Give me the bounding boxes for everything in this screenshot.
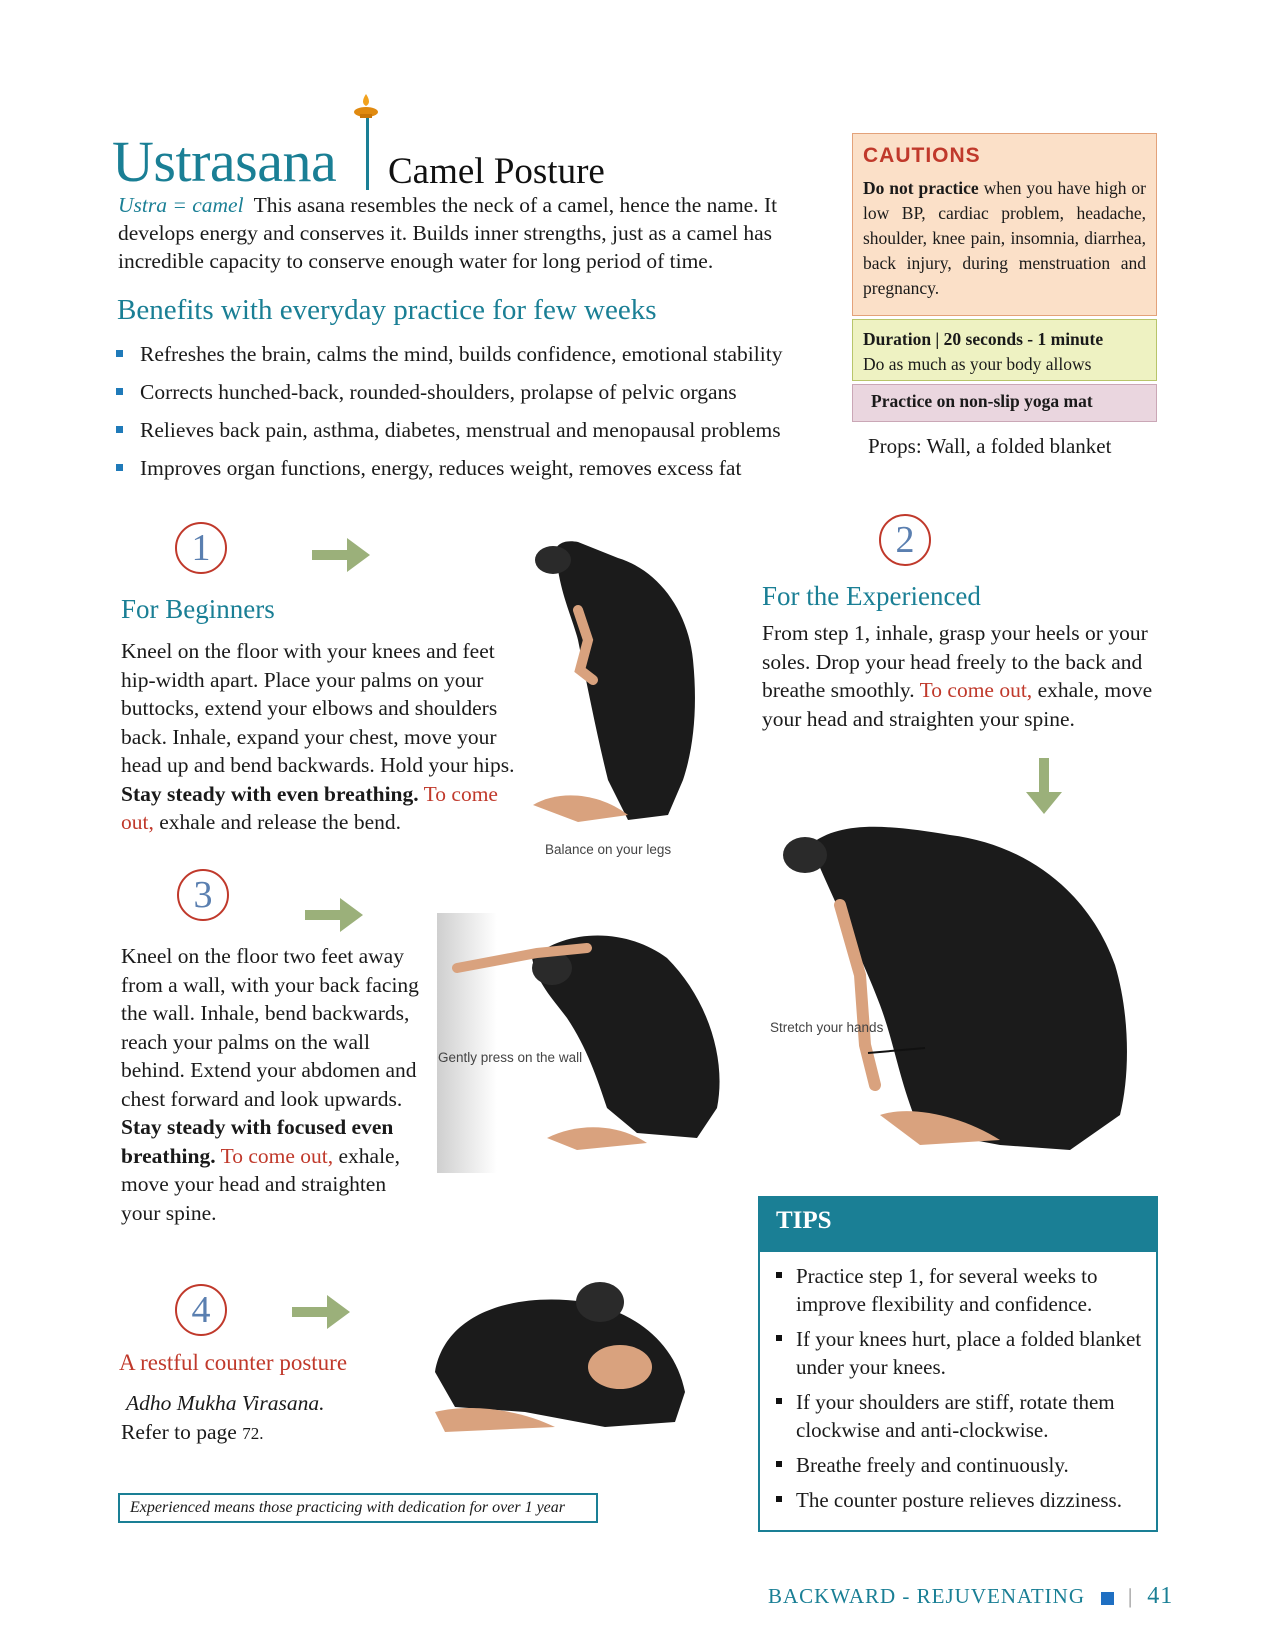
bullet-icon bbox=[776, 1496, 782, 1502]
page-subtitle: Camel Posture bbox=[388, 151, 605, 192]
benefits-list bbox=[112, 340, 852, 492]
page-number: 41 bbox=[1147, 1583, 1174, 1609]
camel-pose-wall-photo bbox=[437, 908, 742, 1178]
tips-list bbox=[760, 1252, 1156, 1514]
experienced-note: Experienced means those practicing with dedication for over 1 year bbox=[118, 1493, 598, 1523]
bullet-icon bbox=[116, 350, 123, 357]
tips-heading: TIPS bbox=[760, 1198, 1156, 1252]
step-1-text: Kneel on the floor with your knees and feet hip-width apart. Place your palms on your buttocks, extend your elbows and shoulders back. Inhale, expand your chest, move your head up and bend backwards. Hold your hips. Stay steady with even breathing. To come out, exhale and release the bend. bbox=[121, 639, 515, 834]
list-item: If your shoulders are stiff, rotate them clockwise and anti-clockwise. bbox=[774, 1388, 1144, 1444]
list-item: Relieves back pain, asthma, diabetes, menstrual and menopausal problems bbox=[112, 416, 852, 454]
footer-square-icon bbox=[1101, 1592, 1114, 1605]
list-item: Breathe freely and continuously. bbox=[774, 1451, 1144, 1479]
duration-box bbox=[852, 319, 1157, 381]
duration-title: Duration | 20 seconds - 1 minute bbox=[863, 329, 1104, 349]
step-3-number: 3 bbox=[177, 869, 229, 921]
arrow-down-icon bbox=[1024, 758, 1064, 816]
step-4-heading: A restful counter posture bbox=[119, 1350, 348, 1375]
list-item: Corrects hunched-back, rounded-shoulders, prolapse of pelvic organs bbox=[112, 378, 852, 416]
step-3-caption: Gently press on the wall bbox=[438, 1050, 583, 1065]
cautions-box bbox=[852, 133, 1157, 316]
list-item: Refreshes the brain, calms the mind, builds confidence, emotional stability bbox=[112, 340, 852, 378]
list-item: If your knees hurt, place a folded blanket under your knees. bbox=[774, 1325, 1144, 1381]
arrow-right-icon bbox=[312, 535, 372, 575]
step-1-number: 1 bbox=[175, 522, 227, 574]
step-2-number: 2 bbox=[879, 514, 931, 566]
camel-pose-beginner-photo bbox=[518, 530, 738, 830]
name-meaning: Ustra = camel bbox=[118, 193, 244, 217]
cautions-heading: CAUTIONS bbox=[863, 144, 981, 167]
title-divider bbox=[366, 118, 369, 190]
duration-text: Do as much as your body allows bbox=[863, 354, 1092, 374]
step-2-caption: Stretch your hands bbox=[770, 1020, 884, 1035]
page-title: Ustrasana bbox=[112, 129, 337, 194]
step-2-text: From step 1, inhale, grasp your heels or your soles. Drop your head freely to the back and breathe smoothly. To come out, exhale, move your head and straighten your spine. bbox=[762, 621, 1153, 731]
intro-paragraph bbox=[118, 191, 818, 275]
step-4-pose-name: Adho Mukha Virasana. bbox=[126, 1391, 325, 1415]
bullet-icon bbox=[776, 1398, 782, 1404]
step-1-heading: For Beginners bbox=[121, 594, 275, 624]
mat-box: Practice on non-slip yoga mat bbox=[852, 384, 1157, 422]
bullet-icon bbox=[116, 464, 123, 471]
bullet-icon bbox=[776, 1272, 782, 1278]
step-3-text: Kneel on the floor two feet away from a wall, with your back facing the wall. Inhale, bend backwards, reach your palms on the wall behind. Extend your abdomen and chest forward and look upwards. Stay steady with focused even breathing. To come out, exhale, move your head and straighten your spine. bbox=[121, 944, 419, 1225]
step-1-caption: Balance on your legs bbox=[545, 842, 672, 857]
step-4-number: 4 bbox=[175, 1284, 227, 1336]
footer-divider: | bbox=[1128, 1584, 1134, 1608]
child-pose-photo bbox=[395, 1262, 735, 1442]
intro-text: This asana resembles the neck of a camel, hence the name. It develops energy and conserves it. Builds inner strengths, just as a camel has incredible capacity to conserve enough water for long period of time. bbox=[118, 193, 778, 273]
bullet-icon bbox=[776, 1335, 782, 1341]
list-item: Practice step 1, for several weeks to improve flexibility and confidence. bbox=[774, 1262, 1144, 1318]
props-text: Props: Wall, a folded blanket bbox=[868, 434, 1112, 458]
arrow-right-icon bbox=[305, 895, 365, 935]
step-4-reference: Refer to page 72. bbox=[121, 1420, 264, 1444]
camel-pose-experienced-photo bbox=[770, 815, 1160, 1175]
bullet-icon bbox=[776, 1461, 782, 1467]
bullet-icon bbox=[116, 426, 123, 433]
cautions-text: Do not practice when you have high or low BP, cardiac problem, headache, shoulder, knee pain, insomnia, diarrhea, back injury, during menstruation and pregnancy. bbox=[863, 178, 1146, 298]
tips-box bbox=[758, 1196, 1158, 1532]
list-item: Improves organ functions, energy, reduces weight, removes excess fat bbox=[112, 454, 852, 492]
step-2-heading: For the Experienced bbox=[762, 581, 981, 611]
list-item: The counter posture relieves dizziness. bbox=[774, 1486, 1144, 1514]
arrow-right-icon bbox=[292, 1292, 352, 1332]
benefits-heading: Benefits with everyday practice for few weeks bbox=[117, 294, 657, 326]
page-footer bbox=[768, 1583, 1173, 1610]
section-label: BACKWARD - REJUVENATING bbox=[768, 1584, 1085, 1608]
bullet-icon bbox=[116, 388, 123, 395]
